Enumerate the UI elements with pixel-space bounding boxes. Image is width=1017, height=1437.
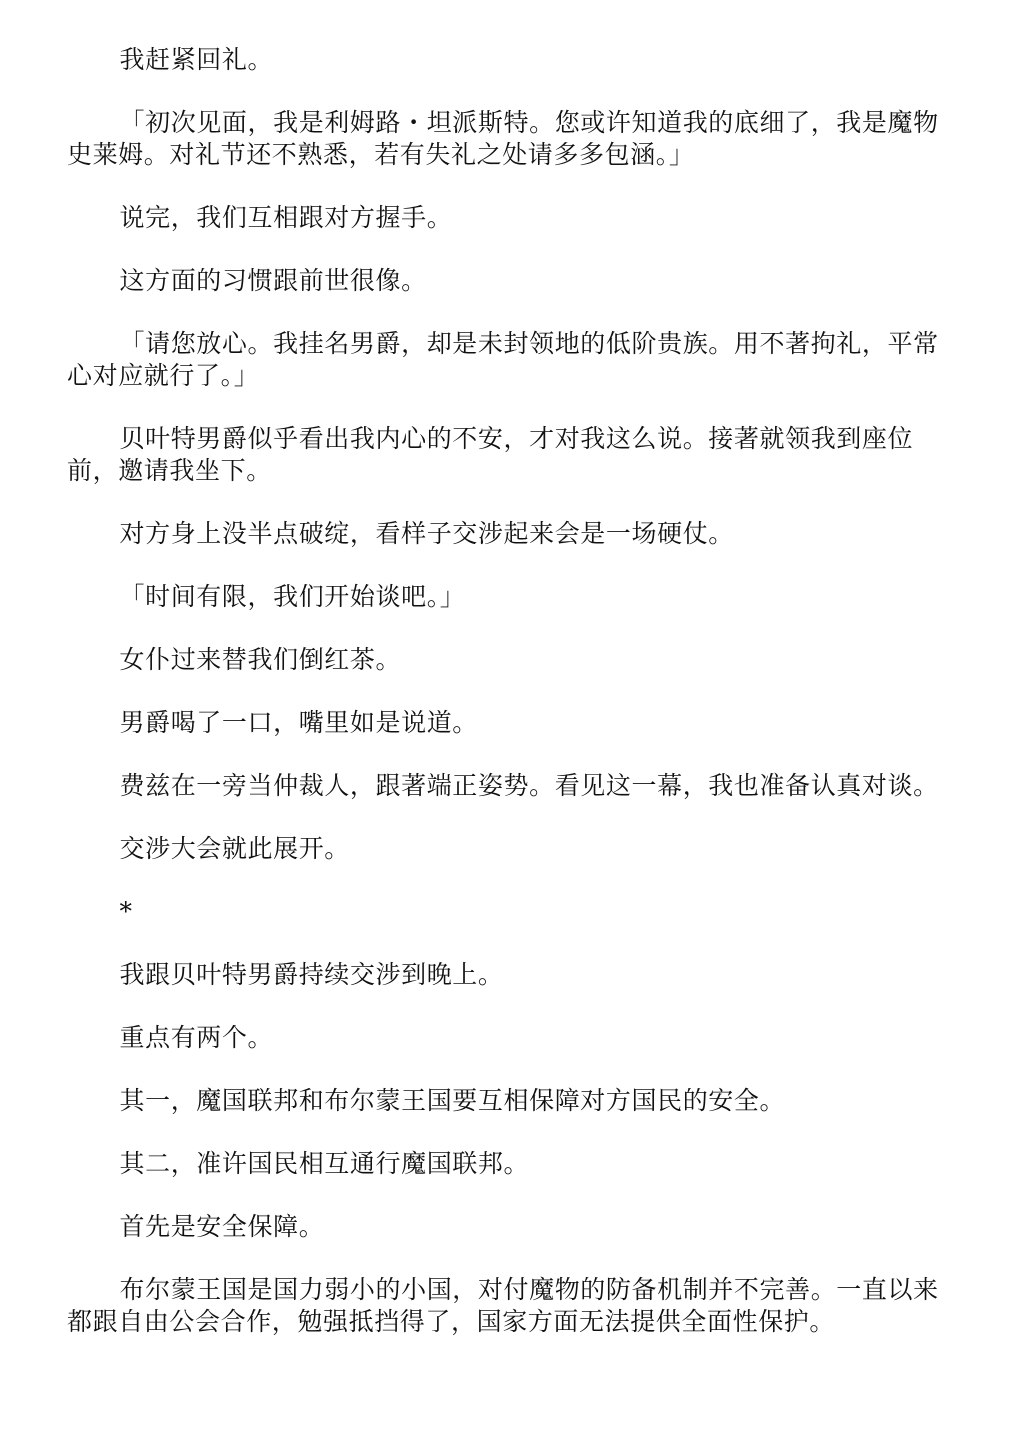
paragraph: 说完，我们互相跟对方握手。 bbox=[119, 203, 453, 232]
paragraph: 交涉大会就此展开。 bbox=[119, 834, 350, 863]
paragraph: 男爵喝了一口，嘴里如是说道。 bbox=[119, 708, 478, 737]
document-body bbox=[67, 44, 947, 1369]
paragraph: 我赶紧回礼。 bbox=[119, 45, 274, 74]
paragraph: 这方面的习惯跟前世很像。 bbox=[119, 266, 427, 295]
paragraph: 「请您放心。我挂名男爵，却是未封领地的低阶贵族。用不著拘礼，平常心对应就行了。」 bbox=[67, 329, 939, 390]
paragraph: 其一，魔国联邦和布尔蒙王国要互相保障对方国民的安全。 bbox=[119, 1086, 786, 1115]
paragraph: 费兹在一旁当仲裁人，跟著端正姿势。看见这一幕，我也准备认真对谈。 bbox=[119, 771, 939, 800]
paragraph: 我跟贝叶特男爵持续交涉到晚上。 bbox=[119, 960, 504, 989]
paragraph: 其二，准许国民相互通行魔国联邦。 bbox=[119, 1149, 530, 1178]
paragraph: 贝叶特男爵似乎看出我内心的不安，才对我这么说。接著就领我到座位前，邀请我坐下。 bbox=[67, 424, 914, 485]
paragraph: 女仆过来替我们倒红茶。 bbox=[119, 645, 402, 674]
paragraph: 首先是安全保障。 bbox=[119, 1212, 325, 1241]
scene-break: * bbox=[119, 897, 133, 926]
paragraph: 布尔蒙王国是国力弱小的小国，对付魔物的防备机制并不完善。一直以来都跟自由公会合作，勉强抵挡得了，国家方面无法提供全面性保护。 bbox=[67, 1275, 939, 1336]
paragraph: 「时间有限，我们开始谈吧。」 bbox=[119, 582, 466, 611]
paragraph: 「初次见面，我是利姆路・坦派斯特。您或许知道我的底细了，我是魔物史莱姆。对礼节还不熟悉，若有失礼之处请多多包涵。」 bbox=[67, 108, 939, 169]
paragraph: 重点有两个。 bbox=[119, 1023, 274, 1052]
paragraph: 对方身上没半点破绽，看样子交涉起来会是一场硬仗。 bbox=[119, 519, 734, 548]
